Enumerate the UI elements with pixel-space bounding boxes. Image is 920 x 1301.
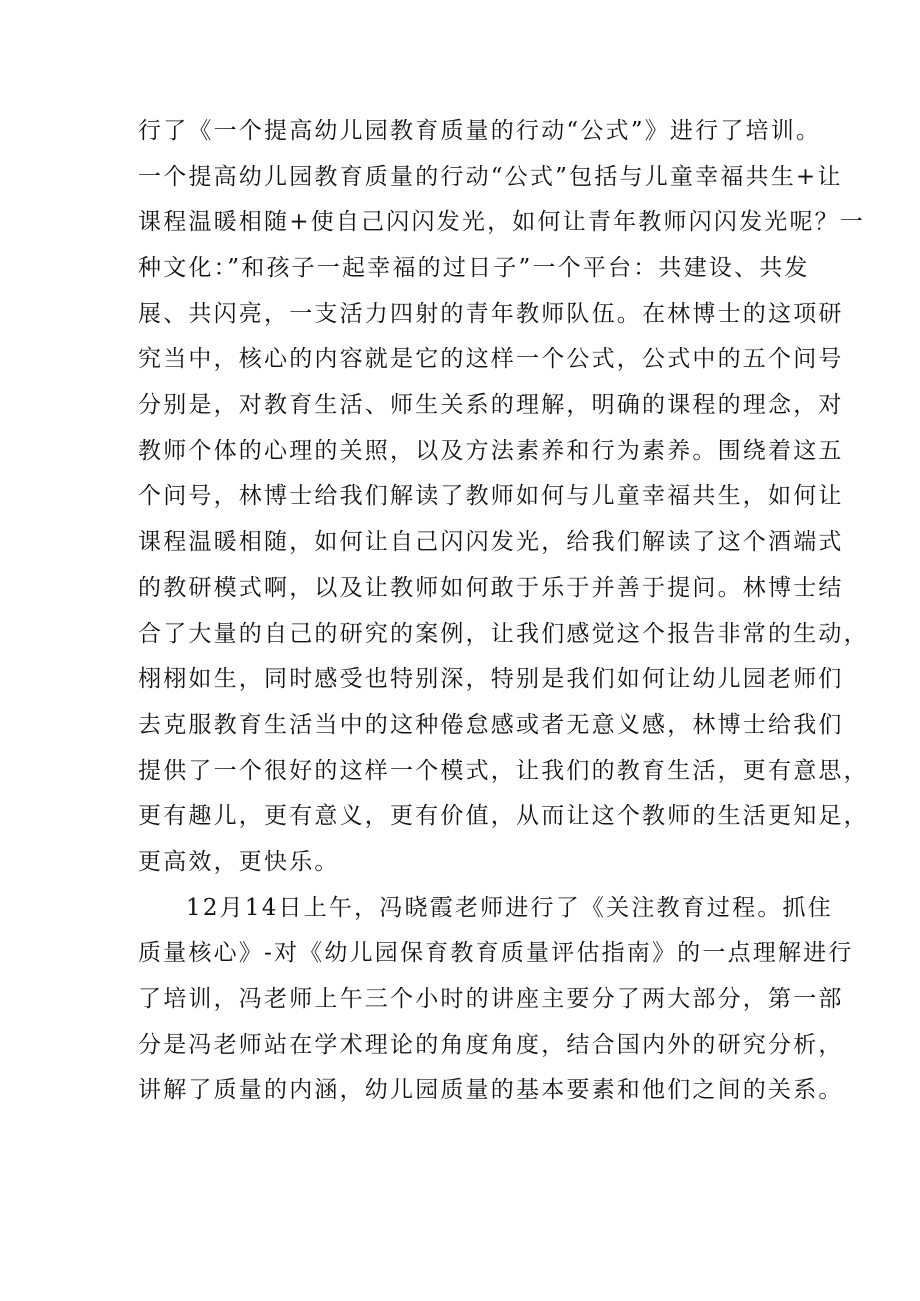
text-line-1: 行了《一个提高幼儿园教育质量的行动“公式”》进行了培训。 — [138, 118, 822, 144]
text-line-15: 提供了一个很好的这样一个模式，让我们的教育生活，更有意思， — [138, 758, 869, 784]
text-line-13: 栩栩如生，同时感受也特别深，特别是我们如何让幼儿园老师们 — [138, 666, 844, 692]
text-line-7: 分别是，对教育生活、师生关系的理解，明确的课程的理念，对 — [138, 392, 844, 418]
text-line-18-paragraph-start: 12月14日上午，冯晓霞老师进行了《关注教育过程。抓住 — [186, 895, 833, 921]
text-line-19: 质量核心》-对《幼儿园保育教育质量评估指南》的一点理解进行 — [138, 940, 854, 966]
text-line-11: 的教研模式啊，以及让教师如何敢于乐于并善于提问。林博士结 — [138, 575, 844, 601]
text-line-12: 合了大量的自己的研究的案例，让我们感觉这个报告非常的生动， — [138, 621, 869, 647]
text-line-8: 教师个体的心理的关照，以及方法素养和行为素养。围绕着这五 — [138, 438, 844, 464]
text-line-4: 种文化：”和孩子一起幸福的过日子”一个平台：共建设、共发 — [138, 255, 810, 281]
text-line-16: 更有趣儿，更有意义，更有价值，从而让这个教师的生活更知足， — [138, 803, 869, 829]
text-line-6: 究当中，核心的内容就是它的这样一个公式，公式中的五个问号 — [138, 346, 844, 372]
text-line-14: 去克服教育生活当中的这种倦怠感或者无意义感，林博士给我们 — [138, 712, 844, 738]
text-line-2: 一个提高幼儿园教育质量的行动“公式”包括与儿童幸福共生+让 — [138, 164, 843, 190]
text-line-21: 分是冯老师站在学术理论的角度角度，结合国内外的研究分析， — [138, 1032, 844, 1058]
text-line-3: 课程温暖相随+使自己闪闪发光，如何让青年教师闪闪发光呢？一 — [138, 209, 866, 235]
text-line-17: 更高效，更快乐。 — [138, 849, 340, 875]
text-line-10: 课程温暖相随，如何让自己闪闪发光，给我们解读了这个酒端式 — [138, 529, 844, 555]
text-line-20: 了培训，冯老师上午三个小时的讲座主要分了两大部分，第一部 — [138, 986, 844, 1012]
text-line-22: 讲解了质量的内涵，幼儿园质量的基本要素和他们之间的关系。 — [138, 1077, 844, 1103]
text-line-9: 个问号，林博士给我们解读了教师如何与儿童幸福共生，如何让 — [138, 483, 844, 509]
text-line-5: 展、共闪亮，一支活力四射的青年教师队伍。在林博士的这项研 — [138, 301, 844, 327]
